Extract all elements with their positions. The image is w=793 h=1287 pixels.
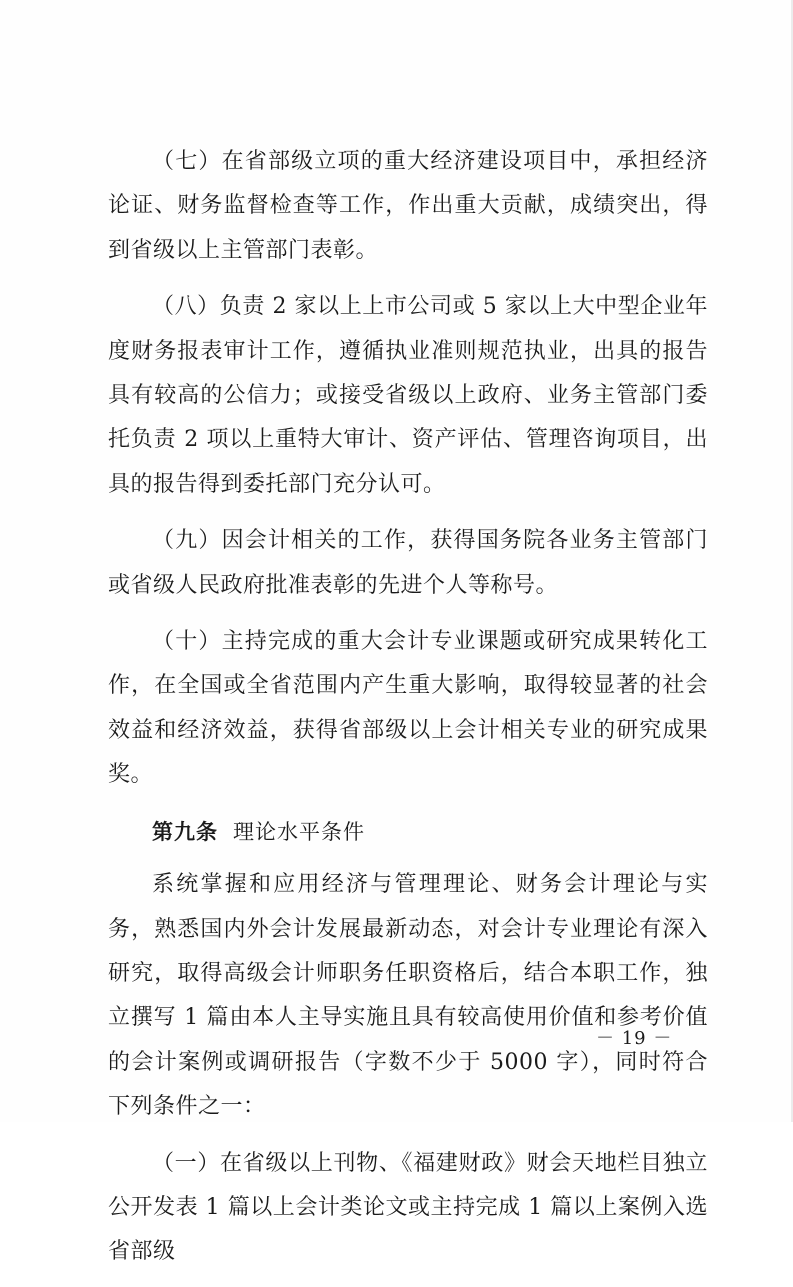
paragraph-item-9: （九）因会计相关的工作，获得国务院各业务主管部门或省级人民政府批准表彰的先进个人等称号。 (108, 528, 708, 598)
theory-item-1: （一）在省级以上刊物、《福建财政》财会天地栏目独立公开发表 1 篇以上会计类论文或主持完成 1 篇以上案例入选省部级 (108, 1150, 708, 1265)
page-number: － 19 － (596, 1028, 673, 1049)
paragraph-item-7: （七）在省部级立项的重大经济建设项目中，承担经济论证、财务监督检查等工作，作出重大贡献，成绩突出，得到省级以上主管部门表彰。 (108, 149, 708, 263)
article-title: 理论水平条件 (233, 819, 365, 844)
article-heading (108, 810, 708, 855)
paragraph-item-10: （十）主持完成的重大会计专业课题或研究成果转化工作，在全国或全省范围内产生重大影响，取得较显著的社会效益和经济效益，获得省部级以上会计相关专业的研究成果奖。 (108, 629, 708, 788)
paragraph-item-8: （八）负责 2 家以上上市公司或 5 家以上大中型企业年度财务报表审计工作，遵循执业准则规范执业，出具的报告具有较高的公信力；或接受省级以上政府、业务主管部门委托负责 2 项以上重特大审计、资产评估、管理咨询项目，出具的报告得到委托部门充分认可。 (108, 294, 708, 497)
theory-intro-paragraph: 系统掌握和应用经济与管理理论、财务会计理论与实务，熟悉国内外会计发展最新动态，对会计专业理论有深入研究，取得高级会计师职务任职资格后，结合本职工作，独立撰写 1 篇由本人主导实施且具有较高使用价值和参考价值的会计案例或调研报告（字数不少于 5000 字），同时符合下列条件之一： (108, 872, 708, 1120)
body-text (108, 140, 708, 1287)
article-label: 第九条 (152, 819, 218, 844)
